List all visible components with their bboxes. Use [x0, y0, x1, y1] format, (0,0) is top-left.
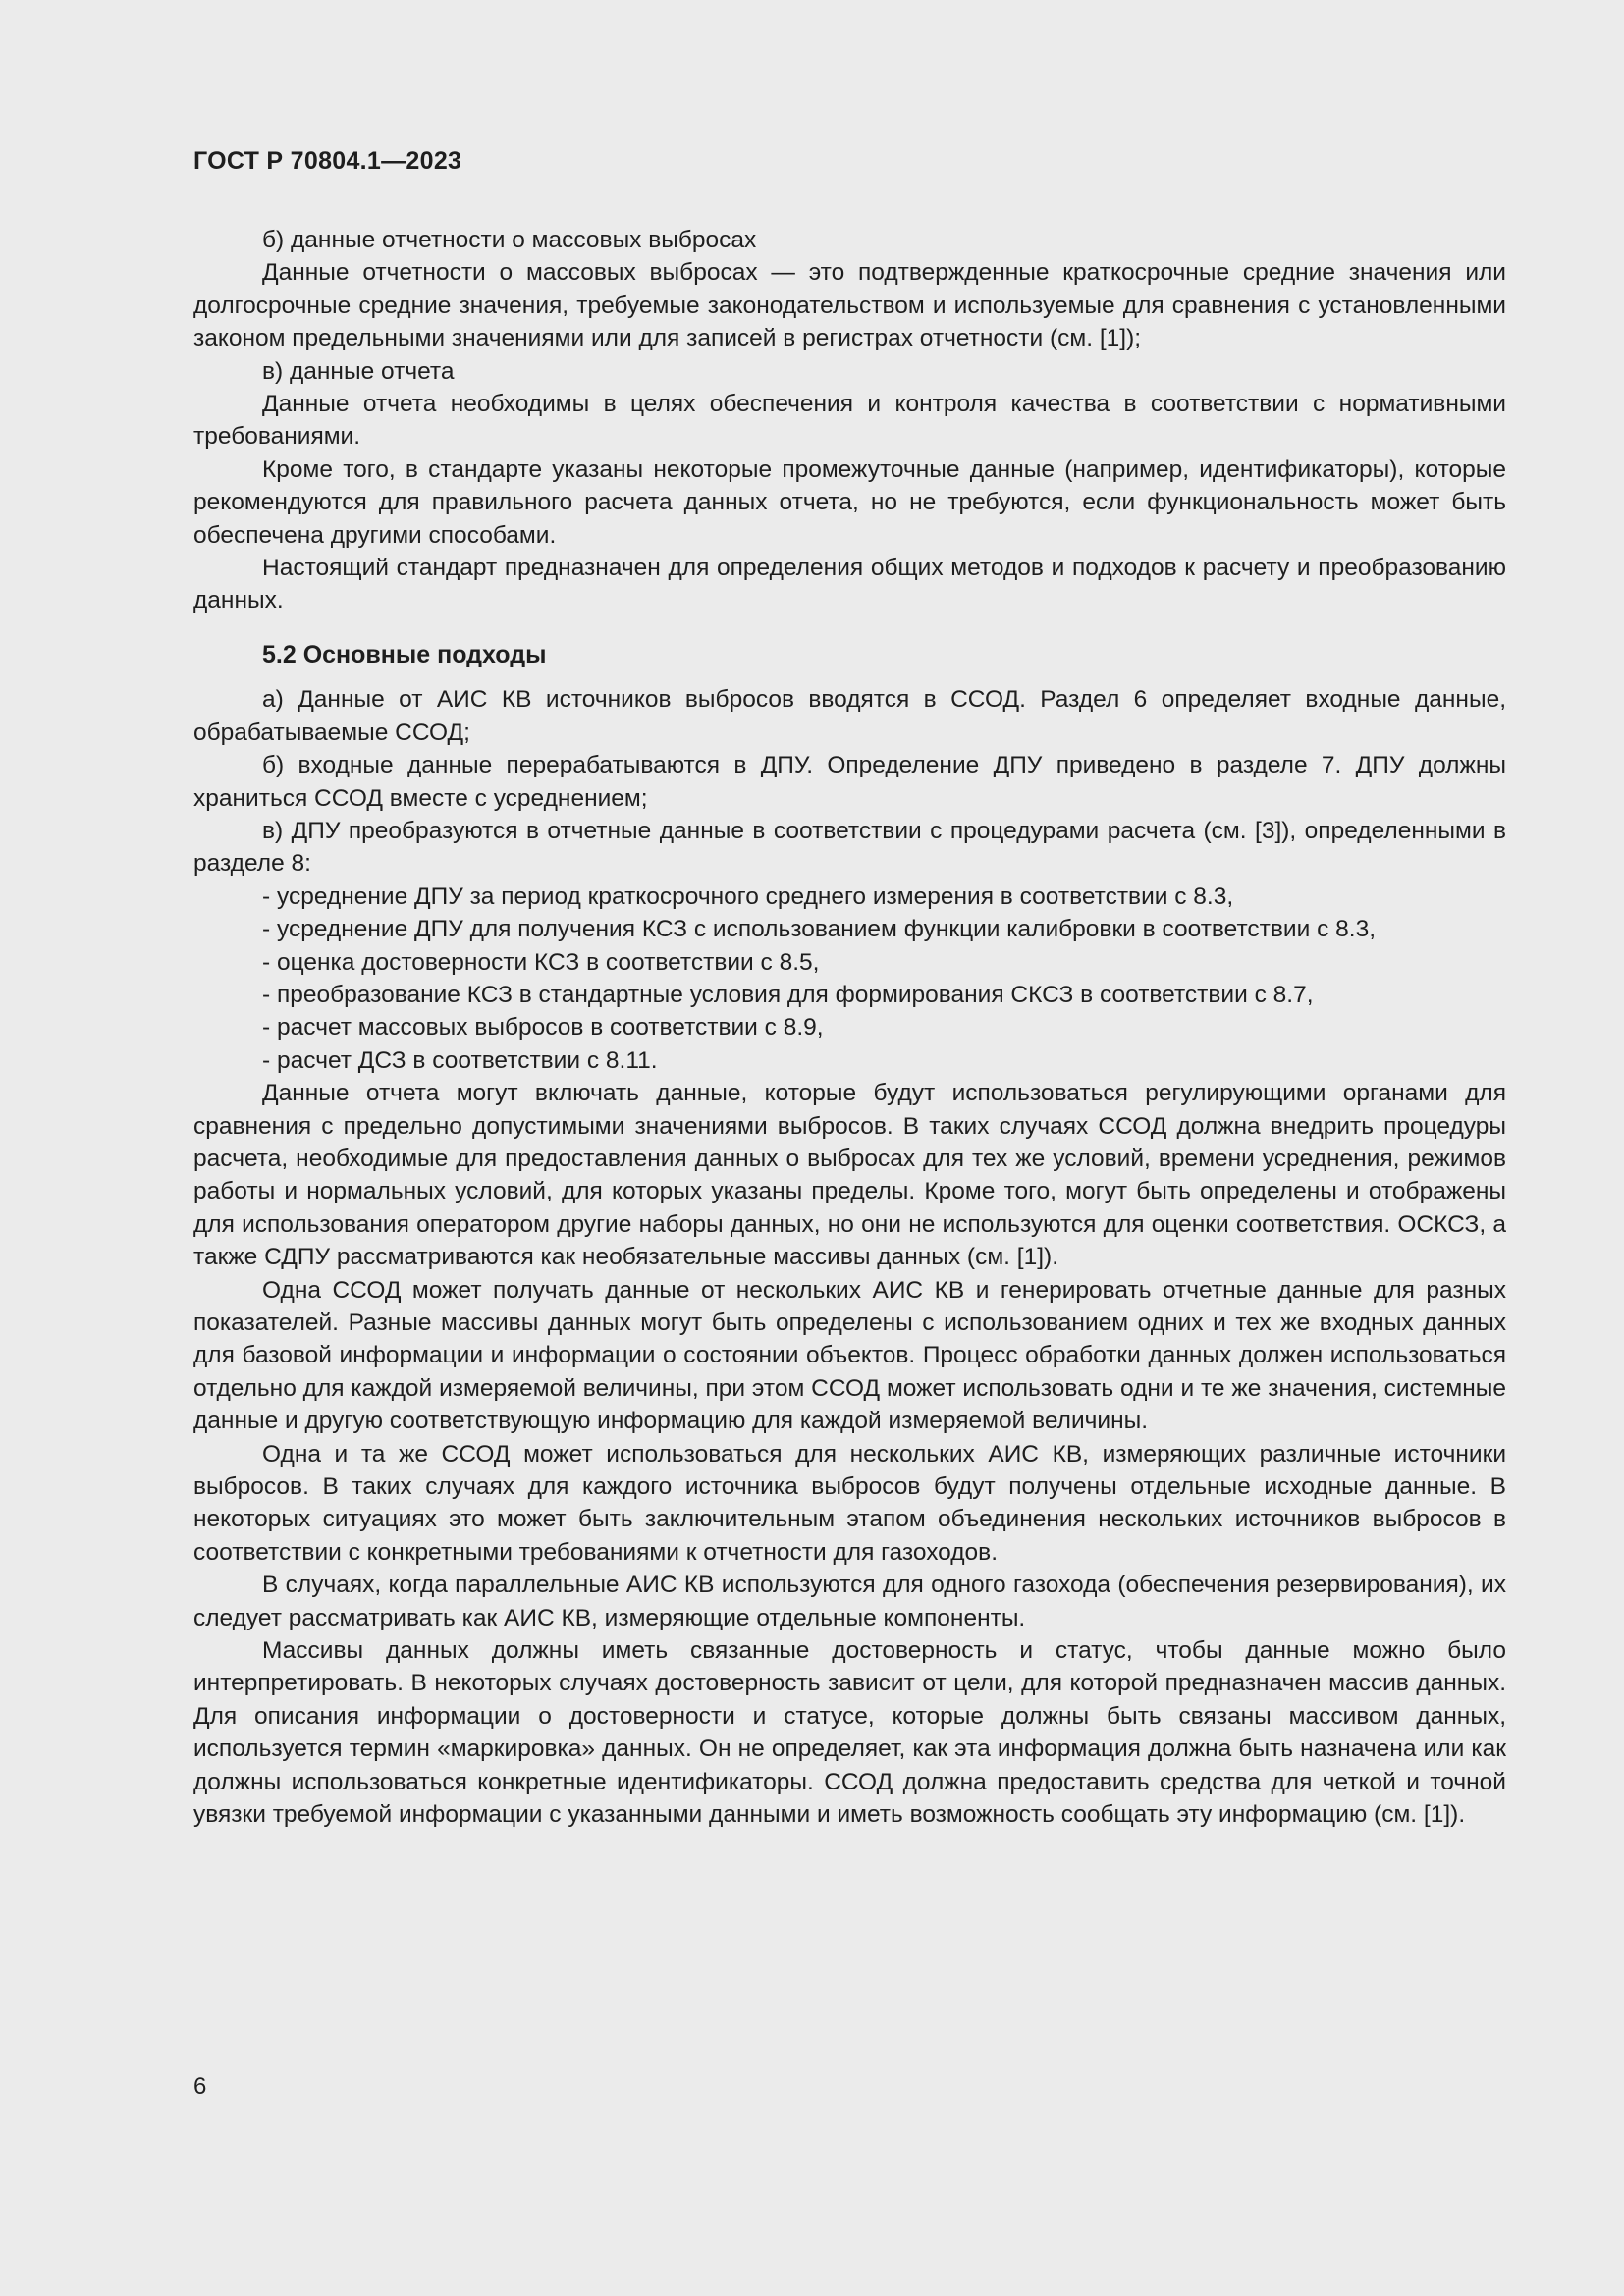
paragraph: Кроме того, в стандарте указаны некоторые промежуточные данные (например, идентификаторы), которые рекомендуются для правильного расчета данных отчета, но не требуются, если функциональность может быть обеспечена другими способами.	[193, 455, 1506, 549]
page-number: 6	[193, 2073, 207, 2100]
paragraph: Одна и та же ССОД может использоваться для нескольких АИС КВ, измеряющих различные источники выбросов. В таких случаях для каждого источника выбросов будут получены отдельные исходные данные. В некоторых ситуациях это может быть заключительным этапом объединения нескольких источников выбросов в соответствии с конкретными требованиями к отчетности для газоходов.	[193, 1440, 1506, 1566]
bullet-item: - усреднение ДПУ для получения КСЗ с использованием функции калибровки в соответствии с 8.3,	[262, 916, 1377, 943]
document-header: ГОСТ Р 70804.1—2023	[193, 147, 462, 175]
paragraph: Массивы данных должны иметь связанные достоверность и статус, чтобы данные можно было интерпретировать. В некоторых случаях достоверность зависит от цели, для которой предназначен массив данных. Для описания информации о достоверности и статусе, которые должны быть связаны массивом данных, используется термин «маркировка» данных. Он не определяет, как эта информация должна быть назначена или как должны использоваться конкретные идентификаторы. ССОД должна предоставить средства для четкой и точной увязки требуемой информации с указанными данными и иметь возможность сообщать эту информацию (см. [1]).	[193, 1637, 1506, 1829]
bullet-item: - усреднение ДПУ за период краткосрочного среднего измерения в соответствии с 8.3,	[262, 882, 1234, 910]
paragraph: Данные отчета могут включать данные, которые будут использоваться регулирующими органами для сравнения с предельно допустимыми значениями выбросов. В таких случаях ССОД должна внедрить процедуры расчета, необходимые для предоставления данных о выбросах для тех же условий, времени усреднения, режимов работы и нормальных условий, для которых указаны пределы. Кроме того, могут быть определены и отображены для использования оператором другие наборы данных, но они не используются для оценки соответствия. ОСКСЗ, а также СДПУ рассматриваются как необязательные массивы данных (см. [1]).	[193, 1080, 1506, 1271]
bullet-item: - оценка достоверности КСЗ в соответствии с 8.5,	[262, 948, 820, 976]
list-item: б) входные данные перерабатываются в ДПУ. Определение ДПУ приведено в разделе 7. ДПУ должны храниться ССОД вместе с усреднением;	[193, 752, 1506, 812]
list-item: в) ДПУ преобразуются в отчетные данные в соответствии с процедурами расчета (см. [3]), определенными в разделе 8:	[193, 817, 1506, 878]
paragraph: б) данные отчетности о массовых выбросах	[262, 227, 757, 253]
paragraph: Настоящий стандарт предназначен для определения общих методов и подходов к расчету и преобразованию данных.	[193, 555, 1506, 614]
bullet-item: - преобразование КСЗ в стандартные условия для формирования СКСЗ в соответствии с 8.7,	[262, 981, 1314, 1008]
list-item: а) Данные от АИС КВ источников выбросов вводятся в ССОД. Раздел 6 определяет входные данные, обрабатываемые ССОД;	[193, 686, 1506, 746]
document-body	[193, 224, 1506, 1832]
section-title: 5.2 Основные подходы	[262, 640, 547, 668]
paragraph: в) данные отчета	[262, 357, 455, 385]
bullet-item: - расчет массовых выбросов в соответствии с 8.9,	[262, 1014, 824, 1041]
paragraph: Одна ССОД может получать данные от нескольких АИС КВ и генерировать отчетные данные для разных показателей. Разные массивы данных могут быть определены с использованием одних и тех же входных данных для базовой информации и информации о состоянии объектов. Процесс обработки данных должен использоваться отдельно для каждой измеряемой величины, при этом ССОД может использовать одни и те же значения, системные данные и другую соответствующую информацию для каждой измеряемой величины.	[193, 1276, 1506, 1435]
paragraph: Данные отчетности о массовых выбросах — это подтвержденные краткосрочные средние значения или долгосрочные средние значения, требуемые законодательством и используемые для сравнения с установленными законом предельными значениями или для записей в регистрах отчетности (см. [1]);	[193, 259, 1506, 352]
paragraph: В случаях, когда параллельные АИС КВ используются для одного газохода (обеспечения резервирования), их следует рассматривать как АИС КВ, измеряющие отдельные компоненты.	[193, 1572, 1506, 1631]
paragraph: Данные отчета необходимы в целях обеспечения и контроля качества в соответствии с нормативными требованиями.	[193, 391, 1506, 451]
bullet-item: - расчет ДСЗ в соответствии с 8.11.	[262, 1046, 658, 1074]
